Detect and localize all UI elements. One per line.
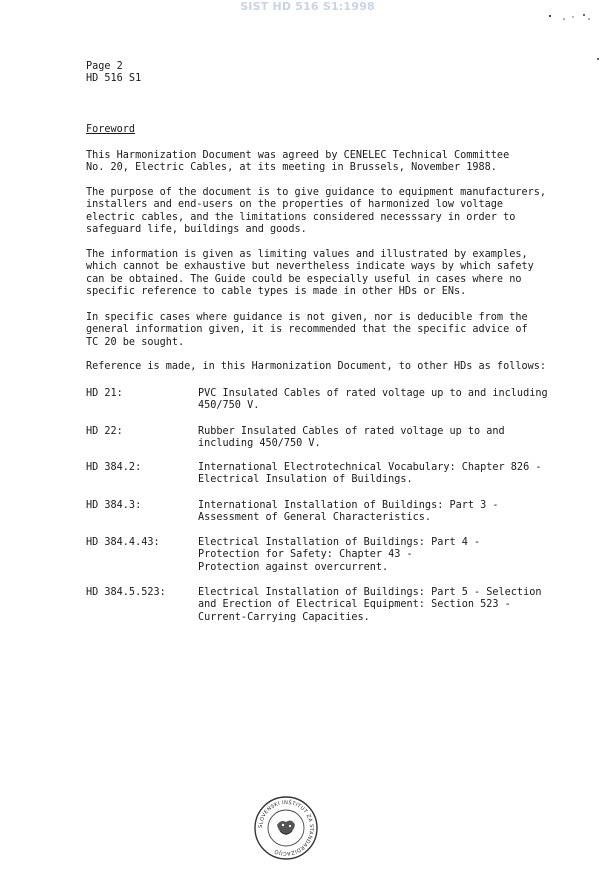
text-line: safeguard life, buildings and goods.: [86, 223, 307, 235]
text-line: The purpose of the document is to give guidance to equipment manufacturers,: [86, 187, 547, 198]
reference-code: HD 22:: [86, 426, 123, 437]
text-line: specific reference to cable types is made in other HDs or ENs.: [86, 285, 467, 297]
text-line: PVC Insulated Cables of rated voltage up to and including: [198, 388, 548, 399]
text-line: No. 20, Electric Cables, at its meeting in Brussels, November 1988.: [86, 162, 497, 174]
text-line: Rubber Insulated Cables of rated voltage up to and: [198, 426, 505, 437]
text-line: TC 20 be sought.: [86, 336, 185, 348]
foreword-heading: Foreword: [86, 124, 136, 135]
foreword-paragraph-1: [86, 150, 586, 175]
text-line: Protection for Safety: Chapter 43 -: [198, 549, 413, 561]
reference-description: [198, 426, 588, 451]
foreword-paragraph-4: [86, 312, 586, 349]
page-number: Page 2: [86, 61, 123, 72]
text-line: Electrical Insulation of Buildings.: [198, 474, 413, 486]
text-line: installers and end-users on the properties of harmonized low voltage: [86, 199, 504, 211]
reference-code: HD 384.4.43:: [86, 537, 160, 548]
text-line: This Harmonization Document was agreed by CENELEC Technical Committee: [86, 150, 510, 161]
scan-specks: [540, 10, 610, 70]
foreword-paragraph-2: [86, 187, 586, 236]
text-line: including 450/750 V.: [198, 438, 321, 450]
watermark: SIST HD 516 S1:1998: [240, 0, 375, 13]
reference-description: [198, 500, 588, 525]
text-line: and Erection of Electrical Equipment: Section 523 -: [198, 599, 511, 611]
text-line: International Installation of Buildings: Part 3 -: [198, 500, 499, 511]
text-line: Assessment of General Characteristics.: [198, 512, 432, 524]
text-line: Protection against overcurrent.: [198, 561, 389, 573]
text-line: can be obtained. The Guide could be especially useful in cases where no: [86, 273, 522, 285]
text-line: Current-Carrying Capacities.: [198, 611, 370, 623]
reference-description: [198, 537, 588, 574]
text-line: Electrical Installation of Buildings: Part 5 - Selection: [198, 587, 542, 598]
text-line: which cannot be exhaustive but nevertheless indicate ways by which safety: [86, 261, 534, 273]
foreword-paragraph-3: [86, 249, 586, 298]
text-line: In specific cases where guidance is not given, nor is deducible from the: [86, 312, 528, 323]
reference-code: HD 21:: [86, 388, 123, 399]
text-line: The information is given as limiting values and illustrated by examples,: [86, 249, 528, 260]
reference-code: HD 384.2:: [86, 462, 142, 473]
text-line: 450/750 V.: [198, 400, 260, 412]
text-line: International Electrotechnical Vocabulary: Chapter 826 -: [198, 462, 542, 473]
text-line: electric cables, and the limitations considered necesssary in order to: [86, 211, 516, 223]
text-line: Reference is made, in this Harmonization Document, to other HDs as follows:: [86, 361, 547, 372]
document-id: HD 516 S1: [86, 73, 142, 85]
text-line: Electrical Installation of Buildings: Part 4 -: [198, 537, 481, 548]
page-header: [86, 61, 141, 86]
reference-description: [198, 388, 588, 413]
institute-seal-stamp: [253, 795, 319, 861]
reference-code: HD 384.5.523:: [86, 587, 166, 598]
reference-description: [198, 587, 588, 624]
foreword-paragraph-5: [86, 361, 586, 373]
reference-description: [198, 462, 588, 487]
text-line: general information given, it is recommended that the specific advice of: [86, 324, 528, 336]
reference-code: HD 384.3:: [86, 500, 142, 511]
seal-text: SLOVENSKI INŠTITUT ZA STANDARDIZACIJO: [257, 799, 315, 857]
